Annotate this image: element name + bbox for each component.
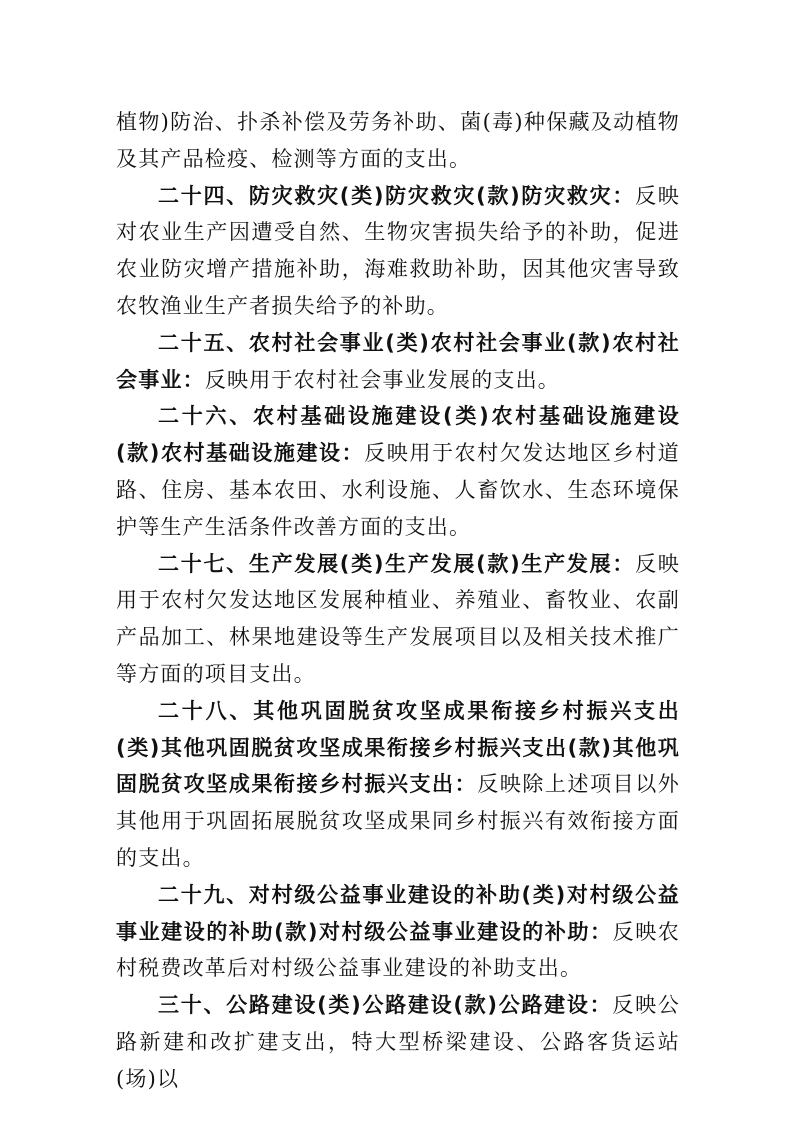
paragraph-body: 植物)防治、扑杀补偿及劳务补助、菌(毒)种保藏及动植物及其产品检疫、检测等方面的支出。 — [116, 110, 680, 171]
paragraph-body: 反映用于农村欠发达地区乡村道路、住房、基本农田、水利设施、人畜饮水、生态环境保护等生产生活条件改善方面的支出。 — [116, 441, 680, 539]
paragraph-body: 反映公路新建和改扩建支出，特大型桥梁建设、公路客货运站(场)以 — [116, 993, 680, 1091]
paragraph-continuation — [116, 104, 680, 178]
paragraph-body: 反映用于农村欠发达地区发展种植业、养殖业、畜牧业、农副产品加工、林果地建设等生产发展项目以及相关技术推广等方面的项目支出。 — [116, 551, 680, 686]
document-body — [116, 104, 680, 1098]
paragraph-item-25 — [116, 325, 680, 399]
paragraph-heading: 二十六、农村基础设施建设(类)农村基础设施建设(款)农村基础设施建设： — [116, 404, 680, 466]
paragraph-item-27 — [116, 546, 680, 693]
paragraph-body: 反映农村税费改革后对村级公益事业建设的补助支出。 — [116, 919, 680, 981]
paragraph-item-28 — [116, 693, 680, 877]
paragraph-heading: 二十七、生产发展(类)生产发展(款)生产发展： — [158, 551, 636, 576]
paragraph-item-29 — [116, 877, 680, 987]
paragraph-heading: 二十九、对村级公益事业建设的补助(类)对村级公益事业建设的补助(款)对村级公益事业建设的补助： — [116, 882, 680, 944]
paragraph-heading: 二十八、其他巩固脱贫攻坚成果衔接乡村振兴支出(类)其他巩固脱贫攻坚成果衔接乡村振兴支出(款)其他巩固脱贫攻坚成果衔接乡村振兴支出： — [116, 698, 680, 797]
paragraph-heading: 二十四、防灾救灾(类)防灾救灾(款)防灾救灾： — [158, 183, 636, 208]
paragraph-heading: 三十、公路建设(类)公路建设(款)公路建设： — [158, 993, 613, 1018]
paragraph-body: 反映用于农村社会事业发展的支出。 — [204, 367, 561, 392]
paragraph-body: 反映除上述项目以外其他用于巩固拓展脱贫攻坚成果同乡村振兴有效衔接方面的支出。 — [116, 772, 680, 870]
paragraph-body: 反映对农业生产因遭受自然、生物灾害损失给予的补助，促进农业防灾增产措施补助，海难救助补助，因其他灾害导致农牧渔业生产者损失给予的补助。 — [116, 183, 680, 318]
paragraph-item-24 — [116, 178, 680, 325]
paragraph-heading: 二十五、农村社会事业(类)农村社会事业(款)农村社会事业： — [116, 330, 680, 392]
paragraph-item-30 — [116, 987, 680, 1097]
paragraph-item-26 — [116, 398, 680, 545]
